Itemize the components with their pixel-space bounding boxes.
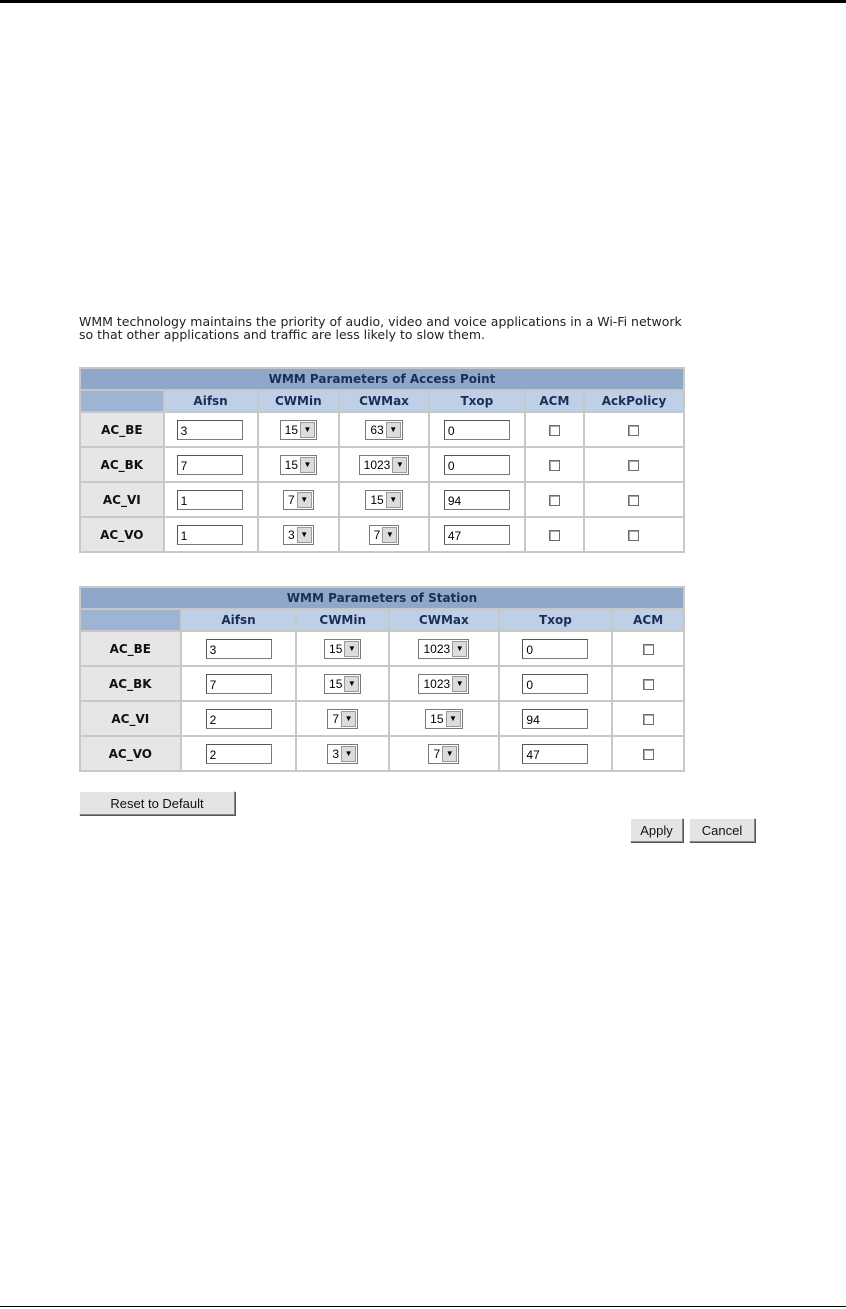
dropdown-arrow-icon[interactable]: ▼ xyxy=(297,492,312,508)
dropdown-arrow-icon[interactable]: ▼ xyxy=(297,527,312,543)
select-value: 15 xyxy=(370,492,384,507)
ap-be-cwmin-select[interactable] xyxy=(280,420,317,440)
select-value: 7 xyxy=(332,711,340,726)
row-label: AC_BE xyxy=(81,413,163,446)
ap-bk-cwmax-select[interactable] xyxy=(359,455,410,475)
sta-header-blank xyxy=(81,610,180,630)
ap-bk-ackpolicy-checkbox[interactable] xyxy=(628,460,639,471)
intro-text xyxy=(79,315,779,341)
sta-bk-cwmax-select[interactable] xyxy=(418,674,469,694)
ap-vo-txop-input[interactable]: 47 xyxy=(444,525,510,545)
ap-be-cwmax-select[interactable] xyxy=(365,420,402,440)
dropdown-arrow-icon[interactable]: ▼ xyxy=(452,641,467,657)
dropdown-arrow-icon[interactable]: ▼ xyxy=(300,422,315,438)
select-value: 3 xyxy=(287,527,295,542)
dropdown-arrow-icon[interactable]: ▼ xyxy=(344,676,359,692)
table-row xyxy=(81,448,683,481)
sta-vi-acm-checkbox[interactable] xyxy=(643,714,654,725)
table-row xyxy=(81,483,683,516)
row-label: AC_VI xyxy=(81,702,180,735)
select-value: 1023 xyxy=(363,457,391,472)
ap-vi-ackpolicy-checkbox[interactable] xyxy=(628,495,639,506)
sta-be-txop-input[interactable]: 0 xyxy=(522,639,588,659)
ap-header-cwmin: CWMin xyxy=(259,391,339,411)
dropdown-arrow-icon[interactable]: ▼ xyxy=(341,711,356,727)
sta-header-acm: ACM xyxy=(613,610,683,630)
dropdown-arrow-icon[interactable]: ▼ xyxy=(386,422,401,438)
table-row xyxy=(81,518,683,551)
ap-vo-cwmax-select[interactable] xyxy=(369,525,400,545)
sta-header-aifsn: Aifsn xyxy=(182,610,296,630)
sta-vi-cwmax-select[interactable] xyxy=(425,709,462,729)
ap-header-txop: Txop xyxy=(430,391,524,411)
ap-vi-cwmin-select[interactable] xyxy=(283,490,314,510)
select-value: 7 xyxy=(373,527,381,542)
ap-vo-acm-checkbox[interactable] xyxy=(549,530,560,541)
ap-be-acm-checkbox[interactable] xyxy=(549,425,560,436)
ap-bk-cwmin-select[interactable] xyxy=(280,455,317,475)
ap-be-ackpolicy-checkbox[interactable] xyxy=(628,425,639,436)
intro-line-2: so that other applications and traffic are less likely to slow them. xyxy=(79,327,485,342)
sta-vi-aifsn-input[interactable]: 2 xyxy=(206,709,272,729)
reset-to-default-button[interactable]: Reset to Default xyxy=(79,791,235,815)
sta-table-title: WMM Parameters of Station xyxy=(81,588,683,608)
sta-vi-txop-input[interactable]: 94 xyxy=(522,709,588,729)
select-value: 7 xyxy=(287,492,295,507)
ap-header-cwmax: CWMax xyxy=(340,391,428,411)
dropdown-arrow-icon[interactable]: ▼ xyxy=(392,457,407,473)
apply-button[interactable]: Apply xyxy=(630,818,683,842)
sta-bk-aifsn-input[interactable]: 7 xyxy=(206,674,272,694)
dropdown-arrow-icon[interactable]: ▼ xyxy=(452,676,467,692)
ap-bk-txop-input[interactable]: 0 xyxy=(444,455,510,475)
dropdown-arrow-icon[interactable]: ▼ xyxy=(341,746,356,762)
table-row xyxy=(81,702,683,735)
select-value: 15 xyxy=(329,641,343,656)
ap-header-acm: ACM xyxy=(526,391,583,411)
ap-vi-acm-checkbox[interactable] xyxy=(549,495,560,506)
select-value: 15 xyxy=(284,457,298,472)
sta-bk-cwmin-select[interactable] xyxy=(324,674,361,694)
ap-vo-cwmin-select[interactable] xyxy=(283,525,314,545)
sta-header-txop: Txop xyxy=(500,610,612,630)
row-label: AC_BK xyxy=(81,667,180,700)
dropdown-arrow-icon[interactable]: ▼ xyxy=(344,641,359,657)
top-rule xyxy=(0,0,846,3)
table-row xyxy=(81,632,683,665)
row-label: AC_VO xyxy=(81,518,163,551)
sta-header-cwmin: CWMin xyxy=(297,610,388,630)
ap-vo-ackpolicy-checkbox[interactable] xyxy=(628,530,639,541)
ap-params-table xyxy=(79,367,685,553)
select-value: 15 xyxy=(284,422,298,437)
sta-be-cwmin-select[interactable] xyxy=(324,639,361,659)
cancel-button[interactable]: Cancel xyxy=(689,818,755,842)
select-value: 7 xyxy=(433,746,441,761)
row-label: AC_VO xyxy=(81,737,180,770)
sta-be-cwmax-select[interactable] xyxy=(418,639,469,659)
ap-vo-aifsn-input[interactable]: 1 xyxy=(177,525,243,545)
ap-vi-txop-input[interactable]: 94 xyxy=(444,490,510,510)
sta-vi-cwmin-select[interactable] xyxy=(327,709,358,729)
sta-bk-txop-input[interactable]: 0 xyxy=(522,674,588,694)
select-value: 15 xyxy=(329,676,343,691)
row-label: AC_VI xyxy=(81,483,163,516)
dropdown-arrow-icon[interactable]: ▼ xyxy=(382,527,397,543)
row-label: AC_BK xyxy=(81,448,163,481)
sta-be-acm-checkbox[interactable] xyxy=(643,644,654,655)
sta-vo-txop-input[interactable]: 47 xyxy=(522,744,588,764)
select-value: 1023 xyxy=(423,641,451,656)
intro-line-1: WMM technology maintains the priority of audio, video and voice applications in a Wi-Fi network xyxy=(79,314,682,329)
table-row xyxy=(81,737,683,770)
row-label: AC_BE xyxy=(81,632,180,665)
bottom-rule xyxy=(0,1306,846,1307)
select-value: 15 xyxy=(430,711,444,726)
station-params-table xyxy=(79,586,685,772)
table-row xyxy=(81,667,683,700)
ap-header-ackpolicy: AckPolicy xyxy=(585,391,683,411)
sta-bk-acm-checkbox[interactable] xyxy=(643,679,654,690)
ap-table-title: WMM Parameters of Access Point xyxy=(81,369,683,389)
sta-vo-aifsn-input[interactable]: 2 xyxy=(206,744,272,764)
dropdown-arrow-icon[interactable]: ▼ xyxy=(386,492,401,508)
ap-be-aifsn-input[interactable]: 3 xyxy=(177,420,243,440)
dropdown-arrow-icon[interactable]: ▼ xyxy=(442,746,457,762)
ap-header-blank xyxy=(81,391,163,411)
dropdown-arrow-icon[interactable]: ▼ xyxy=(300,457,315,473)
ap-vi-cwmax-select[interactable] xyxy=(365,490,402,510)
ap-be-txop-input[interactable]: 0 xyxy=(444,420,510,440)
sta-header-cwmax: CWMax xyxy=(390,610,498,630)
table-row xyxy=(81,413,683,446)
sta-vo-acm-checkbox[interactable] xyxy=(643,749,654,760)
ap-vi-aifsn-input[interactable]: 1 xyxy=(177,490,243,510)
select-value: 1023 xyxy=(423,676,451,691)
ap-bk-aifsn-input[interactable]: 7 xyxy=(177,455,243,475)
sta-vo-cwmax-select[interactable] xyxy=(428,744,459,764)
select-value: 3 xyxy=(332,746,340,761)
sta-vo-cwmin-select[interactable] xyxy=(327,744,358,764)
dropdown-arrow-icon[interactable]: ▼ xyxy=(446,711,461,727)
sta-be-aifsn-input[interactable]: 3 xyxy=(206,639,272,659)
ap-bk-acm-checkbox[interactable] xyxy=(549,460,560,471)
ap-header-aifsn: Aifsn xyxy=(165,391,257,411)
select-value: 63 xyxy=(370,422,384,437)
